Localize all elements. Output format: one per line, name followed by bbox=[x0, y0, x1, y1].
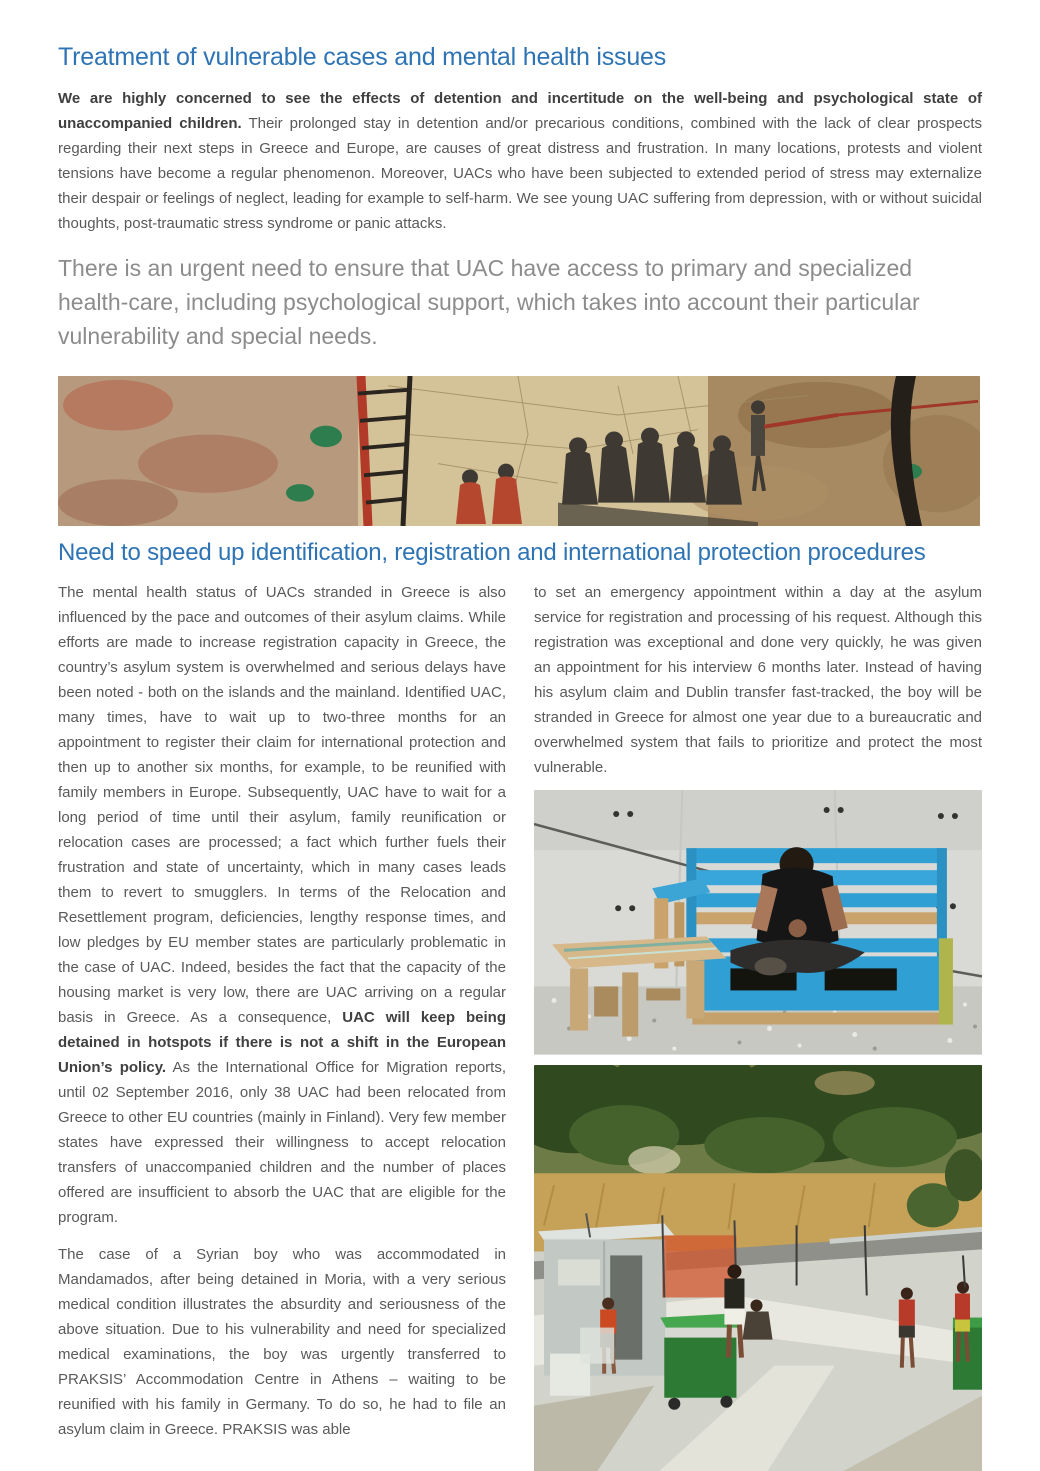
section1-heading: Treatment of vulnerable cases and mental health issues bbox=[58, 43, 667, 71]
left-paragraph-2: The case of a Syrian boy who was accommodated in Mandamados, after being detained in Moria, with a very serious medical condition illustrates the absurdity and seriousness of the above situation. Due to his vulnerability and need for specialized medical examinations, the boy was urgently transferred to PRAKSIS’ Accommodation Centre in Athens – waiting to be reunified with his family in Germany. To do so, he had to file an asylum claim in Greece. PRAKSIS was able bbox=[58, 1246, 506, 1438]
section1-intro-paragraph bbox=[58, 86, 982, 236]
intro-rest-text: Their prolonged stay in detention and/or precarious conditions, combined with the lack of clear prospects regarding their next steps in Greece and Europe, are causes of great distress and frustration. In many locations, protests and violent tensions have become a regular phenomenon. Moreover, UACs who have been subjected to extended period of stress may externalize their despair or feelings of neglect, leading for example to self-harm. We see young UAC suffering from depression, with or without suicidal thoughts, post-traumatic stress syndrome or panic attacks. bbox=[58, 115, 982, 232]
intro-bold-lead: We are highly concerned to see the effects of detention and incertitude on the well-being and psychological state of unaccompanied children. bbox=[58, 90, 982, 132]
left-para1-bold: UAC will keep being detained in hotspots if there is not a shift in the European Union’s policy. bbox=[58, 1009, 506, 1076]
two-column-layout bbox=[58, 580, 982, 1471]
right-paragraph: to set an emergency appointment within a day at the asylum service for registration and processing of his request. Although this registration was exceptional and done very quickly, he was given an appointment for his interview 6 months later. Instead of having his asylum claim and Dublin transfer fast-tracked, the boy will be stranded in Greece for almost one year due to a bureaucratic and overwhelmed system that fails to prioritize and protect the most vulnerable. bbox=[534, 584, 982, 776]
bench-photo bbox=[534, 790, 982, 1055]
section2-heading: Need to speed up identification, registration and international protection procedures bbox=[58, 539, 926, 566]
left-para1-text: The mental health status of UACs stranded in Greece is also influenced by the pace and outcomes of their asylum claims. While efforts are made to increase registration capacity in Greece, the country’s asylum system is overwhelmed and serious delays have been noted - both on the islands and the mainland. Identified UAC, many times, have to wait up to two-three months for an appointment to register their claim for international protection and then up to another six months, for example, to be reunified with family members in Europe. Subsequently, UAC have to wait for a long period of time until their asylum, family reunification or relocation cases are processed; a fact which further fuels their frustration and state of uncertainty, which in many cases leads them to revert to smugglers. In terms of the Relocation and Resettlement program, deficiencies, lengthy response times, and low pledges by EU member states are particularly problematic in the case of UAC. Indeed, besides the fact that the capacity of the housing market is very low, there are UAC arriving on a regular basis in Greece. As a consequence, bbox=[58, 584, 506, 1026]
left-column bbox=[58, 580, 506, 1471]
right-column bbox=[534, 580, 982, 1471]
left-paragraph-1 bbox=[58, 580, 506, 1230]
mural-photo bbox=[58, 376, 980, 526]
pull-quote: There is an urgent need to ensure that UAC have access to primary and specialized health-care, including psychological support, which takes into account their particular vulnerability and special needs. bbox=[58, 255, 920, 349]
camp-photo bbox=[534, 1065, 982, 1471]
left-para1-tail: As the International Office for Migration reports, until 02 September 2016, only 38 UAC had been relocated from Greece to other EU countries (mainly in Finland). Very few member states have expressed their willingness to accept relocation transfers of unaccompanied children and the number of places offered are insufficient to absorb the UAC that are eligible for the program. bbox=[58, 1059, 506, 1226]
page-content bbox=[58, 0, 982, 1471]
